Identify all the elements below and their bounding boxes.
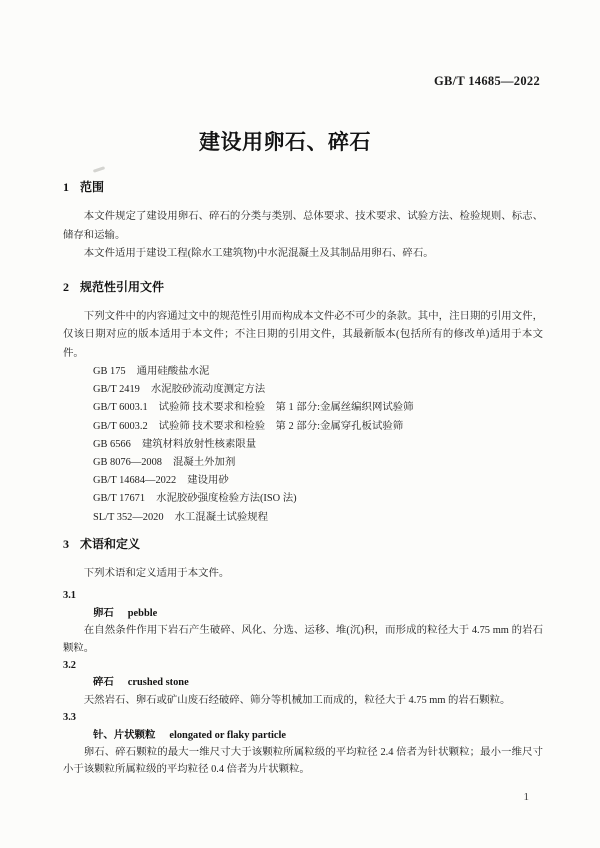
reference-title: 混凝土外加剂: [173, 457, 236, 469]
term-number: 3.3: [63, 712, 76, 724]
reference-title: 建设用砂: [187, 475, 229, 487]
term-en: crushed stone: [127, 677, 189, 689]
reference-title: 水泥胶砂强度检验方法(ISO 法): [156, 493, 297, 505]
reference-title: 水泥胶砂流动度测定方法: [150, 384, 266, 396]
page-number: 1: [523, 791, 529, 803]
reference-item: [63, 436, 543, 454]
section-scope: [63, 180, 543, 264]
reference-title: 试验筛 技术要求和检验 第 2 部分:金属穿孔板试验筛: [158, 420, 404, 432]
term-heading: [63, 605, 543, 622]
term-zh: 碎石: [93, 677, 114, 689]
paragraph: 本文件适用于建设工程(除水工建筑物)中水泥混凝土及其制品用卵石、碎石。: [83, 248, 434, 259]
reference-code: GB 6566: [93, 438, 131, 450]
section-number: 1: [63, 180, 69, 194]
terms-block: [63, 587, 543, 778]
term-definition: 卵石、碎石颗粒的最大一维尺寸大于该颗粒所属粒级的平均粒径 2.4 倍者为针状颗粒；最小一维尺寸小于该颗粒所属粒级的平均粒径 0.4 倍者为片状颗粒。: [63, 746, 543, 776]
scan-artifact: [93, 166, 105, 173]
section-normative-references: [63, 280, 543, 527]
section-heading: [63, 280, 543, 294]
reference-item: [63, 490, 543, 508]
paragraph: 下列文件中的内容通过文中的规范性引用而构成本文件必不可少的条款。其中，注日期的引用文件，仅该日期对应的版本适用于本文件；不注日期的引用文件，其最新版本(包括所有的修改单)适用于本文件。: [63, 310, 543, 359]
reference-code: GB/T 6003.2: [93, 420, 148, 432]
reference-code: GB/T 14684—2022: [93, 475, 177, 487]
reference-title: 建筑材料放射性核素限量: [141, 438, 257, 450]
reference-code: GB 175: [93, 366, 126, 377]
reference-item: [63, 472, 543, 490]
reference-item: [63, 399, 543, 417]
reference-code: GB 8076—2008: [93, 457, 162, 469]
reference-code: SL/T 352—2020: [93, 511, 164, 523]
term-definition: 在自然条件作用下岩石产生破碎、风化、分选、运移、堆(沉)积，而形成的粒径大于 4.75 mm 的岩石颗粒。: [63, 625, 543, 654]
term-heading: [63, 727, 543, 744]
reference-item: [63, 381, 543, 399]
reference-title: 水工混凝土试验规程: [174, 511, 269, 523]
terms-intro: 下列术语和定义适用于本文件。: [83, 567, 230, 579]
reference-item: [63, 363, 543, 381]
doc-code-header: GB/T 14685—2022: [433, 74, 540, 88]
term-en: pebble: [127, 607, 158, 619]
reference-code: GB/T 6003.1: [93, 402, 148, 414]
term-zh: 卵石: [93, 607, 114, 619]
reference-code: GB/T 2419: [93, 384, 140, 396]
section-title: 规范性引用文件: [80, 279, 165, 294]
term-entry: [63, 657, 543, 709]
document-title: 建设用卵石、碎石: [199, 130, 371, 154]
section-title: 术语和定义: [80, 536, 141, 551]
term-definition: 天然岩石、卵石或矿山废石经破碎、筛分等机械加工而成的，粒径大于 4.75 mm 的岩石颗粒。: [83, 694, 511, 706]
term-entry: [63, 587, 543, 657]
reference-item: [63, 418, 543, 436]
paragraph: 本文件规定了建设用卵石、碎石的分类与类别、总体要求、技术要求、试验方法、检验规则、标志、储存和运输。: [63, 211, 543, 241]
term-zh: 针、片状颗粒: [93, 729, 156, 741]
section-number: 2: [63, 279, 69, 294]
section-heading: [63, 180, 543, 194]
section-number: 3: [63, 536, 69, 551]
reference-item: [63, 509, 543, 527]
term-heading: [63, 674, 543, 691]
term-number: 3.2: [63, 659, 76, 671]
reference-code: GB/T 17671: [93, 493, 146, 505]
term-en: elongated or flaky particle: [169, 729, 287, 741]
term-number: 3.1: [63, 590, 76, 602]
document-body: [63, 180, 543, 779]
reference-item: [63, 454, 543, 472]
section-heading: [63, 537, 543, 551]
term-entry: [63, 709, 543, 779]
section-terms-definitions: [63, 537, 543, 779]
section-title: 范围: [80, 180, 105, 194]
reference-list: [63, 363, 543, 527]
reference-title: 试验筛 技术要求和检验 第 1 部分:金属丝编织网试验筛: [158, 402, 414, 414]
reference-title: 通用硅酸盐水泥: [136, 366, 210, 377]
